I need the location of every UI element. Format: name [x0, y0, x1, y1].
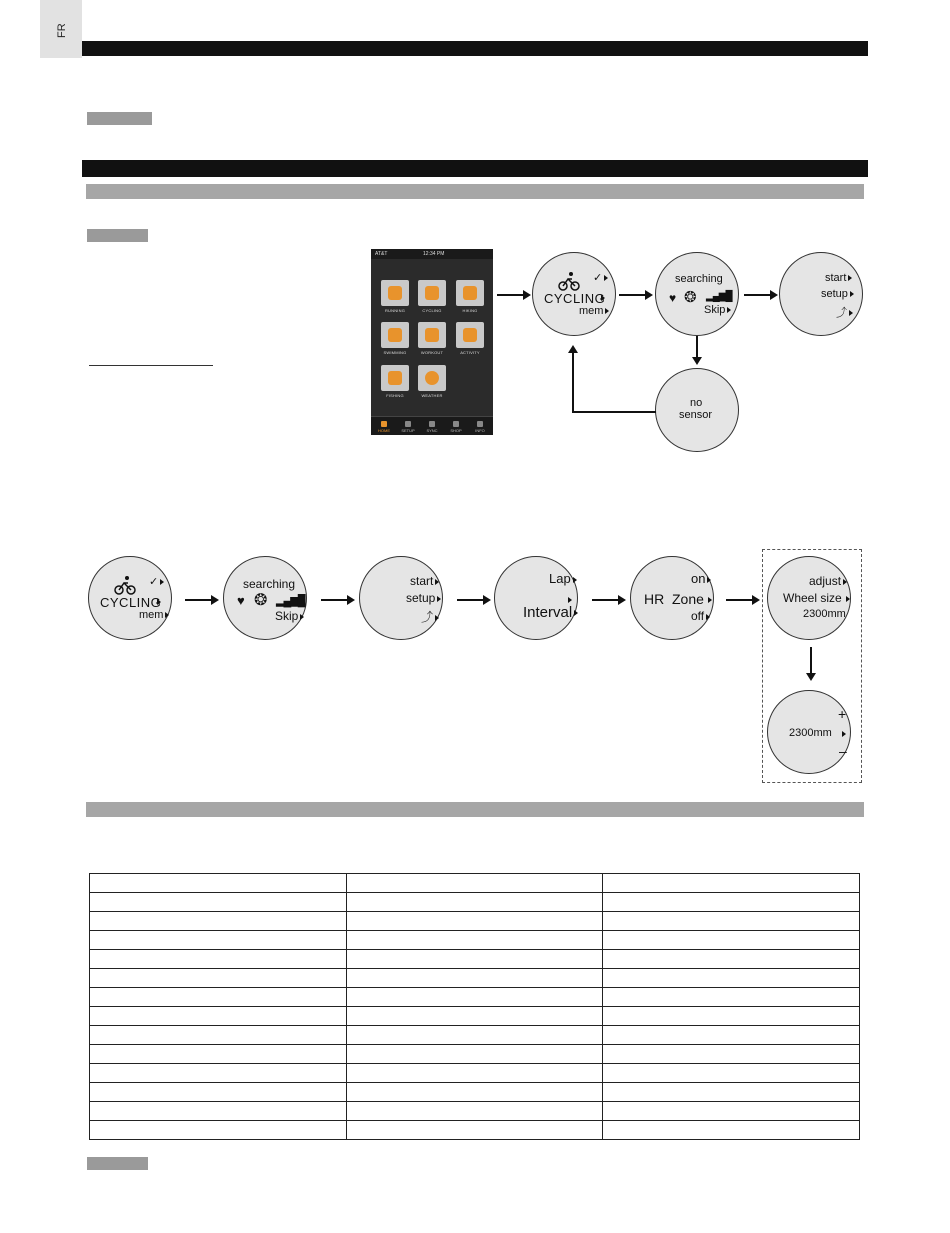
- watch-searching-screen-2: [223, 556, 307, 640]
- table-row: [90, 1121, 860, 1140]
- wheel-size-label: Wheel size: [783, 591, 842, 605]
- watch-menu-screen-2: [359, 556, 443, 640]
- flow-arrow: [497, 294, 524, 296]
- setup-option: [406, 591, 441, 605]
- mem-label: mem: [579, 305, 604, 317]
- watch-cycling-screen-2: [88, 556, 172, 640]
- interval-label: Interval: [523, 604, 573, 621]
- on-label: on: [691, 571, 706, 586]
- tab-label: SHOP: [450, 428, 462, 433]
- bike-icon: [114, 575, 136, 595]
- table-cell: [603, 874, 860, 893]
- table-cell: [346, 969, 603, 988]
- table-cell: [346, 988, 603, 1007]
- table-cell: [603, 950, 860, 969]
- table-cell: [346, 1083, 603, 1102]
- app-label: FISHING: [386, 393, 404, 398]
- table-cell: [90, 1102, 347, 1121]
- table-cell: [90, 1064, 347, 1083]
- zone-option: [672, 591, 712, 607]
- app-running[interactable]: [381, 280, 409, 313]
- table-cell: [603, 912, 860, 931]
- watch-menu-screen: [779, 252, 863, 336]
- adjust-label: adjust: [809, 574, 842, 588]
- flow-arrow: [457, 599, 484, 601]
- app-weather[interactable]: [418, 365, 446, 398]
- clock-label: 12:34 PM: [423, 251, 445, 257]
- signal-icon: ▂▄▆█: [706, 291, 732, 302]
- table-cell: [346, 931, 603, 950]
- tab-home[interactable]: [372, 421, 396, 433]
- watch-hr-zone-screen: [630, 556, 714, 640]
- adjust-option: [809, 574, 847, 588]
- no-sensor-line2: sensor: [679, 409, 713, 421]
- skip-option: [275, 609, 304, 623]
- no-sensor-line1: no: [690, 397, 703, 409]
- table-cell: [603, 931, 860, 950]
- table-cell: [346, 912, 603, 931]
- watch-cycling-screen: [532, 252, 616, 336]
- note-tag: [87, 229, 148, 242]
- skip-label: Skip: [704, 304, 726, 316]
- table-row: [90, 931, 860, 950]
- section-tag: [87, 112, 152, 125]
- table-row: [90, 969, 860, 988]
- app-hiking[interactable]: [456, 280, 484, 313]
- return-line: [572, 411, 656, 413]
- watch-lap-screen: [494, 556, 578, 640]
- phone-screenshot: [371, 249, 493, 435]
- on-option: [691, 571, 711, 586]
- heart-icon: ♥: [237, 593, 245, 608]
- start-label: start: [825, 272, 847, 284]
- interval-option: [523, 604, 578, 621]
- lap-label: Lap: [549, 571, 571, 586]
- table-cell: [90, 1121, 347, 1140]
- start-option: [825, 272, 852, 284]
- watch-wheel-size-screen: [767, 556, 851, 640]
- tab-label: INFO: [475, 428, 485, 433]
- exit-icon: ⤴: [421, 608, 439, 625]
- table-cell: [90, 1007, 347, 1026]
- searching-label: searching: [243, 577, 296, 591]
- table-cell: [346, 1026, 603, 1045]
- gear-icon: [405, 421, 411, 427]
- app-label: SWIMMING: [383, 350, 407, 355]
- tab-label: HOME: [378, 428, 390, 433]
- table-cell: [603, 1007, 860, 1026]
- flow-arrow-down: [696, 336, 698, 358]
- minus-icon: –: [839, 743, 847, 759]
- searching-label: searching: [675, 273, 723, 285]
- setup-label: setup: [406, 591, 436, 605]
- swimming-icon: [381, 322, 409, 348]
- app-label: WORKOUT: [420, 350, 444, 355]
- table-row: [90, 874, 860, 893]
- app-label: ACTIVITY: [460, 350, 480, 355]
- table-cell: [603, 1064, 860, 1083]
- table-cell: [346, 1121, 603, 1140]
- carrier-label: AT&T: [375, 251, 388, 257]
- table-cell: [90, 1083, 347, 1102]
- sport-title: CYCLING: [100, 595, 162, 610]
- table-cell: [603, 969, 860, 988]
- app-activity[interactable]: [456, 322, 484, 355]
- sport-title: CYCLING: [544, 291, 606, 306]
- table-cell: [346, 1064, 603, 1083]
- start-label: start: [410, 574, 434, 588]
- mem-option: [139, 609, 169, 621]
- setup-option: [821, 288, 854, 300]
- blank-table: [89, 873, 860, 1140]
- hiking-icon: [456, 280, 484, 306]
- wheel-sensor-icon: ❂: [254, 592, 268, 609]
- table-cell: [603, 988, 860, 1007]
- home-icon: [381, 421, 387, 427]
- lap-option: [549, 571, 577, 586]
- table-row: [90, 1007, 860, 1026]
- table-row: [90, 1083, 860, 1102]
- flow-arrow: [321, 599, 348, 601]
- phone-tab-bar: [371, 416, 493, 435]
- table-cell: [603, 1083, 860, 1102]
- off-option: [691, 609, 710, 623]
- watch-no-sensor-screen: [655, 368, 739, 452]
- mem-label: mem: [139, 609, 164, 621]
- activity-icon: [456, 322, 484, 348]
- watch-wheel-adjust-screen: [767, 690, 851, 774]
- table-row: [90, 1102, 860, 1121]
- app-cycling[interactable]: [418, 280, 446, 313]
- app-workout[interactable]: [418, 322, 446, 355]
- table-cell: [346, 1007, 603, 1026]
- table-cell: [346, 893, 603, 912]
- table-cell: [90, 1026, 347, 1045]
- flow-arrow-down: [810, 647, 812, 674]
- table-cell: [90, 988, 347, 1007]
- flow-arrow: [744, 294, 771, 296]
- info-icon: [477, 421, 483, 427]
- table-row: [90, 988, 860, 1007]
- app-label: WEATHER: [421, 393, 443, 398]
- table-row: [90, 1026, 860, 1045]
- table-cell: [603, 1026, 860, 1045]
- plus-icon: +: [838, 706, 847, 722]
- tab-info[interactable]: [468, 421, 492, 433]
- skip-label: Skip: [275, 609, 299, 623]
- subsection-bar-2: [86, 802, 864, 817]
- wheel-size-value: 2300mm: [789, 727, 832, 739]
- running-icon: [381, 280, 409, 306]
- table-cell: [90, 969, 347, 988]
- tab-setup[interactable]: [396, 421, 420, 433]
- table-cell: [90, 931, 347, 950]
- table-cell: [603, 1045, 860, 1064]
- table-cell: [90, 1045, 347, 1064]
- wheel-size-value: 2300mm: [803, 608, 846, 620]
- setup-label: setup: [821, 288, 848, 300]
- table-cell: [346, 1102, 603, 1121]
- language-label: FR: [56, 23, 68, 38]
- zone-label: Zone: [672, 591, 704, 607]
- return-arrow-up: [572, 352, 574, 413]
- table-cell: [603, 893, 860, 912]
- check-icon: ✓: [149, 575, 164, 588]
- app-label: HIKING: [462, 308, 478, 313]
- section-bar: [82, 160, 868, 177]
- tab-label: SYNC: [426, 428, 438, 433]
- flow-arrow: [619, 294, 646, 296]
- cart-icon: [453, 421, 459, 427]
- flow-arrow: [592, 599, 619, 601]
- table-cell: [346, 874, 603, 893]
- wheel-size-option: [783, 591, 850, 605]
- app-swimming[interactable]: [381, 322, 409, 355]
- weather-icon: [418, 365, 446, 391]
- link-underline: [89, 364, 213, 366]
- app-fishing[interactable]: [381, 365, 409, 398]
- table-cell: [603, 1102, 860, 1121]
- table-cell: [90, 950, 347, 969]
- table-row: [90, 950, 860, 969]
- phone-status-bar: [371, 249, 493, 259]
- table-row: [90, 1045, 860, 1064]
- bike-icon: [558, 271, 580, 291]
- wheel-sensor-icon: ❂: [684, 289, 697, 306]
- start-option: [410, 574, 439, 588]
- table-cell: [90, 893, 347, 912]
- flow-arrow: [726, 599, 753, 601]
- off-label: off: [691, 609, 705, 623]
- next-arrow-icon: [840, 725, 846, 743]
- exit-icon: ⤴: [836, 304, 853, 320]
- table-cell: [346, 950, 603, 969]
- flow-arrow: [185, 599, 212, 601]
- app-label: CYCLING: [422, 308, 442, 313]
- watch-searching-screen: [655, 252, 739, 336]
- note-tag-2: [87, 1157, 148, 1170]
- fishing-icon: [381, 365, 409, 391]
- table-cell: [90, 912, 347, 931]
- hr-label: HR: [644, 591, 665, 607]
- tab-shop[interactable]: [444, 421, 468, 433]
- signal-icon: ▂▄▆█: [276, 595, 305, 607]
- header-bar: [82, 41, 868, 56]
- sync-icon: [429, 421, 435, 427]
- table-row: [90, 1064, 860, 1083]
- cycling-icon: [418, 280, 446, 306]
- skip-option: [704, 304, 731, 316]
- workout-icon: [418, 322, 446, 348]
- heart-icon: ♥: [669, 291, 677, 305]
- subsection-bar: [86, 184, 864, 199]
- tab-sync[interactable]: [420, 421, 444, 433]
- mem-option: [579, 305, 609, 317]
- table-row: [90, 912, 860, 931]
- tab-label: SETUP: [401, 428, 415, 433]
- table-row: [90, 893, 860, 912]
- app-label: RUNNING: [384, 308, 406, 313]
- check-icon: ✓: [593, 271, 608, 284]
- table-cell: [346, 1045, 603, 1064]
- table-cell: [603, 1121, 860, 1140]
- table-cell: [90, 874, 347, 893]
